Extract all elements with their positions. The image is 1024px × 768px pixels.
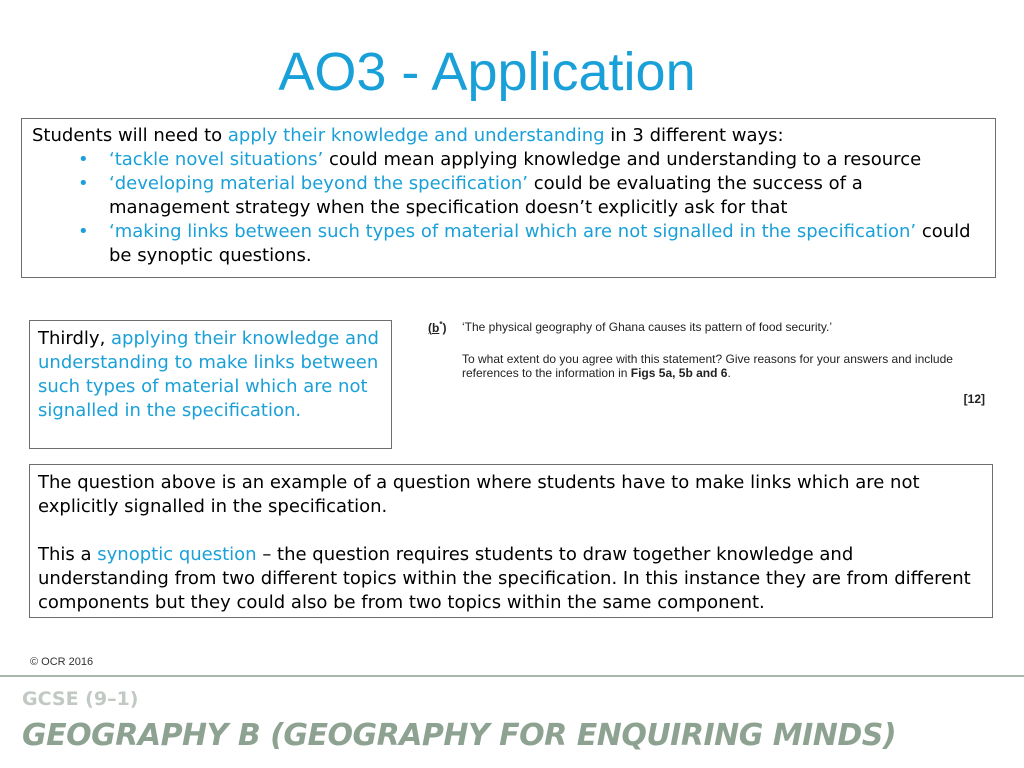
ways-intro — [32, 124, 985, 148]
slide-title: AO3 - Application — [278, 42, 696, 102]
question-body: To what extent do you agree with this statement? Give reasons for your answers and include references to the information in — [462, 352, 953, 380]
question-text — [462, 352, 989, 380]
intro-highlight: apply their knowledge and understanding — [227, 125, 605, 146]
qualification-label: GCSE (9–1) — [22, 688, 139, 710]
thirdly-text: Thirdly, — [38, 328, 112, 349]
bullet-highlight: ‘tackle novel situations’ — [109, 149, 324, 170]
question-quote: ‘The physical geography of Ghana causes its pattern of food security.’ — [462, 320, 832, 334]
question-marks: [12] — [963, 392, 985, 406]
explanation-para-2 — [38, 543, 984, 615]
intro-text-end: in 3 different ways: — [604, 125, 784, 146]
subject-title: GEOGRAPHY B (GEOGRAPHY FOR ENQUIRING MINDS) — [22, 718, 897, 753]
question-figs: Figs 5a, 5b and 6 — [630, 366, 728, 380]
para2-highlight: synoptic question — [97, 544, 257, 565]
bullet-highlight: ‘developing material beyond the specification’ — [109, 173, 529, 194]
ways-box — [21, 118, 996, 278]
thirdly-box — [29, 320, 392, 449]
paragraph-gap — [38, 519, 984, 543]
question-end: . — [727, 366, 731, 380]
bullet-text: could be synoptic questions. — [109, 221, 971, 266]
list-item — [109, 172, 985, 220]
list-item — [109, 220, 985, 268]
part-star: * — [439, 320, 443, 329]
copyright: © OCR 2016 — [30, 656, 94, 668]
intro-text: Students will need to — [32, 125, 228, 146]
para2-text-end: – the question requires students to draw together knowledge and understanding from two different topics within the specification. In this instance they are from different components but they could also be from two topics within the same component. — [38, 544, 971, 613]
ways-list — [32, 148, 985, 268]
part-suffix: ) — [442, 321, 447, 335]
explanation-box — [29, 464, 993, 618]
part-prefix: ( — [428, 321, 432, 335]
bullet-highlight: ‘making links between such types of material which are not signalled in the specification’ — [109, 221, 917, 242]
bullet-text: could mean applying knowledge and understanding to a resource — [323, 149, 922, 170]
footer-divider — [0, 675, 1024, 677]
bullet-text: could be evaluating the success of a management strategy when the specification doesn’t explicitly ask for that — [109, 173, 863, 218]
part-letter: b — [432, 321, 440, 335]
question-part-label — [428, 320, 446, 335]
list-item — [109, 148, 985, 172]
para2-text: This a — [38, 544, 98, 565]
explanation-para-1: The question above is an example of a question where students have to make links which are not explicitly signalled in the specification. — [38, 472, 920, 517]
exam-question — [427, 318, 992, 410]
thirdly-highlight: applying their knowledge and understanding to make links between such types of material which are not signalled in the specification. — [38, 328, 379, 421]
